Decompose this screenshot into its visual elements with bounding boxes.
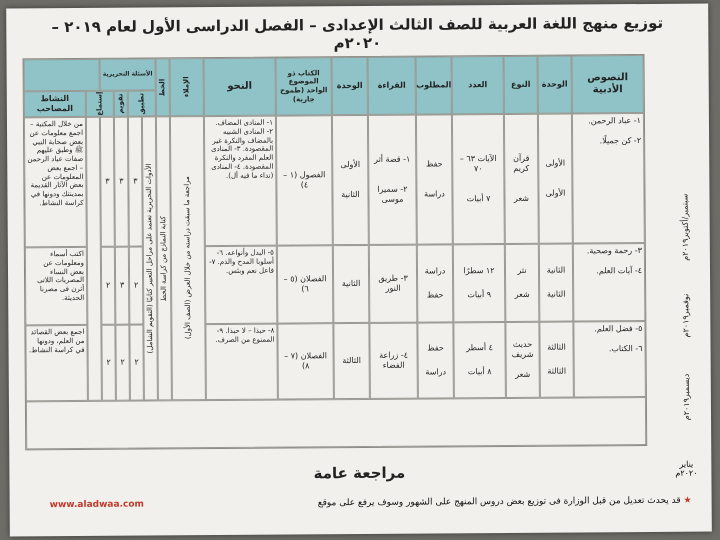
site-link[interactable]: www.aladwaa.com xyxy=(49,499,144,511)
header-grammar: النحو xyxy=(204,58,276,117)
cell-blank xyxy=(86,117,102,401)
cell-written: ٢ xyxy=(115,325,130,401)
unit-value: الثانية xyxy=(546,289,566,299)
cell-written: ٣ xyxy=(115,247,130,325)
required-value: حفظ xyxy=(427,343,444,353)
header-texts: النصوص الأدبية xyxy=(572,55,644,114)
cell-written: ٣ xyxy=(114,117,129,247)
header-count: العدد xyxy=(452,56,504,114)
cell-written: ٢ xyxy=(101,325,116,401)
unit2-value: الأولى xyxy=(340,159,361,170)
type-value: شعر xyxy=(514,289,530,299)
type-value: شعر xyxy=(513,193,530,203)
header-unit: الوحدة xyxy=(538,56,572,114)
required-value: دراسة xyxy=(424,189,445,199)
header-blank xyxy=(24,59,100,92)
unit-value: الثالثة xyxy=(547,342,566,352)
header-written-sub: إستماع xyxy=(86,91,114,117)
worksheet-page xyxy=(6,4,712,537)
cell-reading: ٣- طريق النور xyxy=(369,245,418,323)
cell-unit2 xyxy=(332,115,369,245)
cell-written-note: الأدوات التحريرية تعتمد على مراحل التعبير كتابيًا (التقويم الشامل) xyxy=(142,116,158,400)
text-item: ١- عباد الرحمن. xyxy=(588,116,641,126)
cell-written: ٢ xyxy=(101,247,116,325)
count-value: ٤ أسطر xyxy=(466,343,493,353)
header-handwriting: الخط xyxy=(156,58,170,116)
count-value: ٨ أبيات xyxy=(467,367,492,377)
cell-required xyxy=(417,244,454,322)
cell-grammar: ٥- البدل وأنواعه. ٦- أسلوبا المدح والذم. ٧- فاعل نعم وبئس. xyxy=(205,246,278,325)
type-value: شعر xyxy=(515,369,531,379)
cell-count xyxy=(453,244,506,322)
cell-type xyxy=(504,114,539,244)
count-value: ٧ أبيات xyxy=(466,194,491,204)
header-dictation: الإملاء xyxy=(170,58,204,116)
cell-written: ٣ xyxy=(128,117,143,247)
cell-required xyxy=(417,322,454,398)
empty-row xyxy=(26,397,646,449)
curriculum-table xyxy=(23,54,648,450)
months-column xyxy=(662,54,705,444)
cell-book: الفصلان (٥ – ٦) xyxy=(277,245,334,323)
cell-reading: ٤- زراعة الفضاء xyxy=(369,323,418,399)
header-written-sub: تقويم xyxy=(114,91,128,117)
cell-book: الفصلان (٧ – ٨) xyxy=(277,323,334,399)
cell-unit2: الثانية xyxy=(333,245,370,323)
header-activity: النشاط المصاحب xyxy=(24,91,86,117)
required-value: حفظ xyxy=(425,159,443,169)
review-heading: مراجعة عامة xyxy=(313,463,406,483)
cell-type xyxy=(505,322,540,398)
footer-text: ★ قد يحدث تعديل من قبل الوزارة فى توزيع بعض دروس المنهج على الشهور وسوف يرفع على موقع xyxy=(317,495,692,509)
text-item: ٣- رحمة وصحبة. xyxy=(586,246,642,256)
required-value: حفظ xyxy=(426,290,444,300)
text-item: ٦- الكتاب. xyxy=(608,344,643,354)
cell-grammar: ١- المنادى المضاف. ٢- المنادى الشبيه بالمضاف والنكرة غير المقصودة. ٣- المنادى العلم المفرد والنكرة المقصودة. ٤- المنادى (نداء ما فيه أل). xyxy=(204,116,277,246)
cell-book: الفصول (١ – ٤) xyxy=(276,115,333,245)
month-label: يناير ٢٠٢٠م xyxy=(675,459,698,478)
month-label: نوفمبر٢٠١٩م xyxy=(681,293,691,338)
cell-handwriting: كتابة النماذج من كراسة الخط xyxy=(156,116,172,400)
cell-texts xyxy=(573,321,646,398)
text-item: ٤- آيات العلم. xyxy=(596,266,643,276)
unit-value: الثانية xyxy=(546,265,566,275)
header-required: المطلوب xyxy=(416,56,452,114)
cell-activity: من خلال المكتبة – اجمع معلومات عن بعض صحابة النبي ﷺ وطبق عليهم صفات عباد الرحمن – اجمع بعض المعلومات عن بعض الآثار القديمة بمدينتك ودونها في كراسة النشاط. xyxy=(24,117,87,247)
header-written: الأسئلة التحريرية xyxy=(100,58,156,90)
month-label: ديسمبر٢٠١٩م xyxy=(681,373,692,421)
header-written-sub: تطبيق xyxy=(128,90,156,116)
cell-count xyxy=(452,114,505,244)
cell-count xyxy=(453,322,506,398)
count-value: الآيات ٦٣ – ٧٠ xyxy=(459,154,497,174)
required-value: دراسة xyxy=(425,367,447,377)
header-reading: القراءة xyxy=(368,57,416,115)
cell-type xyxy=(505,244,540,322)
reading-value: ٢- سميرا موسى xyxy=(377,184,408,204)
type-value: نثر xyxy=(517,265,527,275)
header-unit2: الوحدة xyxy=(332,57,368,115)
cell-texts xyxy=(573,243,646,322)
page-title: توزيع منهج اللغة العربية للصف الثالث الإعدادى – الفصل الدراسى الأول لعام ٢٠١٩ – ٢٠٢٠م xyxy=(51,13,664,53)
cell-dictation: مراجعة ما سبقت دراسته من خلال العرض (الصف الأول) xyxy=(170,116,206,400)
unit-value: الأولى xyxy=(545,158,566,168)
unit-value: الأولى xyxy=(545,188,566,198)
type-value: حديث شريف xyxy=(511,339,534,359)
type-value: قرآن كريم xyxy=(513,153,530,173)
unit2-value: الثانية xyxy=(341,189,360,200)
cell-written: ٢ xyxy=(129,325,144,401)
cell-written: ٣ xyxy=(100,117,115,247)
cell-required xyxy=(416,114,453,244)
header-book: الكتاب ذو الموضوع الواحد (طموح جارية) xyxy=(276,57,332,115)
cell-texts xyxy=(572,113,645,243)
month-label: سبتمبر/أكتوبر٢٠١٩م xyxy=(680,193,690,261)
cell-unit xyxy=(539,322,574,398)
cell-written: ٢ xyxy=(129,247,144,325)
cell-grammar: ٨- حبذا – لا حبذا. ٩- الممنوع من الصرف. xyxy=(205,324,278,401)
cell-activity: اجمع بعض القصائد من العلم، ودونها في كراسة النشاط. xyxy=(25,325,88,401)
header-type: النوع xyxy=(504,56,538,114)
count-value: ١٢ سطرًا xyxy=(463,266,495,276)
cell-unit2: الثالثة xyxy=(333,323,370,399)
required-value: دراسة xyxy=(424,266,446,276)
footer-note xyxy=(50,496,692,510)
count-value: ٩ أبيات xyxy=(467,290,492,300)
reading-value: ١- قصة أثر xyxy=(374,154,411,164)
cell-reading xyxy=(368,115,417,245)
cell-unit xyxy=(539,244,574,322)
footer-note-text: قد يحدث تعديل من قبل الوزارة فى توزيع بعض دروس المنهج على الشهور وسوف يرفع على موقع xyxy=(317,495,681,509)
text-item: ٢- كن جميلًا. xyxy=(599,136,642,146)
cell-unit xyxy=(538,114,573,244)
cell-activity: اكتب أسماء ومعلومات عن بعض النساء المصريات اللاتى أثرن فى مصرنا الحديثة. xyxy=(25,247,88,325)
text-item: ٥- فضل العلم. xyxy=(594,324,643,334)
unit-value: الثالثة xyxy=(547,366,567,376)
